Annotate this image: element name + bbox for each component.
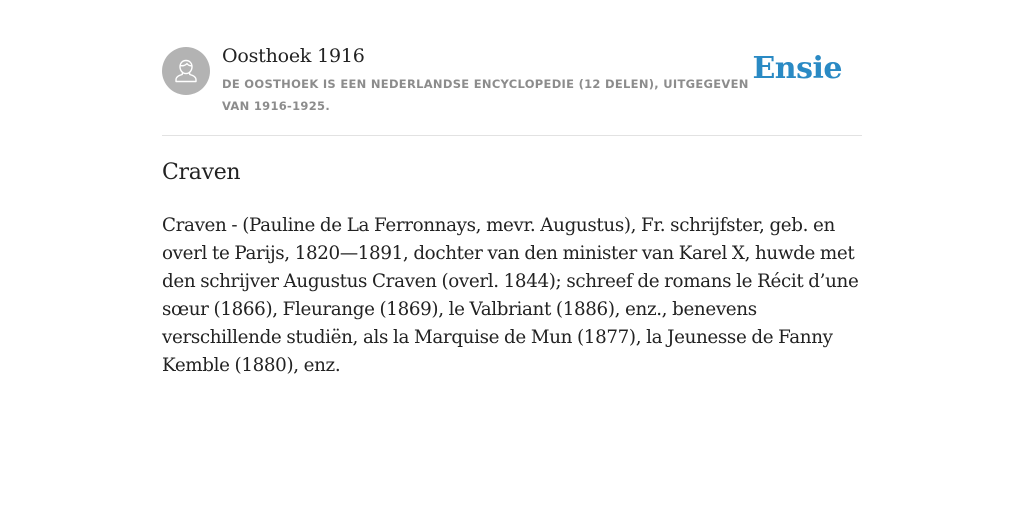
source-header — [162, 0, 862, 136]
entry-body: Craven - (Pauline de La Ferronnays, mevr. Augustus), Fr. schrijfster, geb. en overl te Parijs, 1820—1891, dochter van den minister van Karel X, huwde met den schrijver Augustus Craven (overl. 1844); schreef de romans le Récit d’une sœur (1866), Fleurange (1869), le Valbriant (1886), enz., benevens verschillende studiën, als la Marquise de Mun (1877), la Jeunesse de Fanny Kemble (1880), enz. — [162, 215, 859, 376]
brand-logo[interactable]: Ensie — [752, 51, 842, 86]
entry-title: Craven — [162, 160, 241, 185]
source-avatar[interactable] — [162, 47, 210, 95]
source-title[interactable]: Oosthoek 1916 — [222, 45, 365, 67]
source-description: DE OOSTHOEK IS EEN NEDERLANDSE ENCYCLOPEDIE (12 DELEN), UITGEGEVEN VAN 1916-1925. — [222, 77, 749, 113]
page-content — [162, 0, 862, 376]
user-silhouette-icon — [171, 56, 201, 86]
